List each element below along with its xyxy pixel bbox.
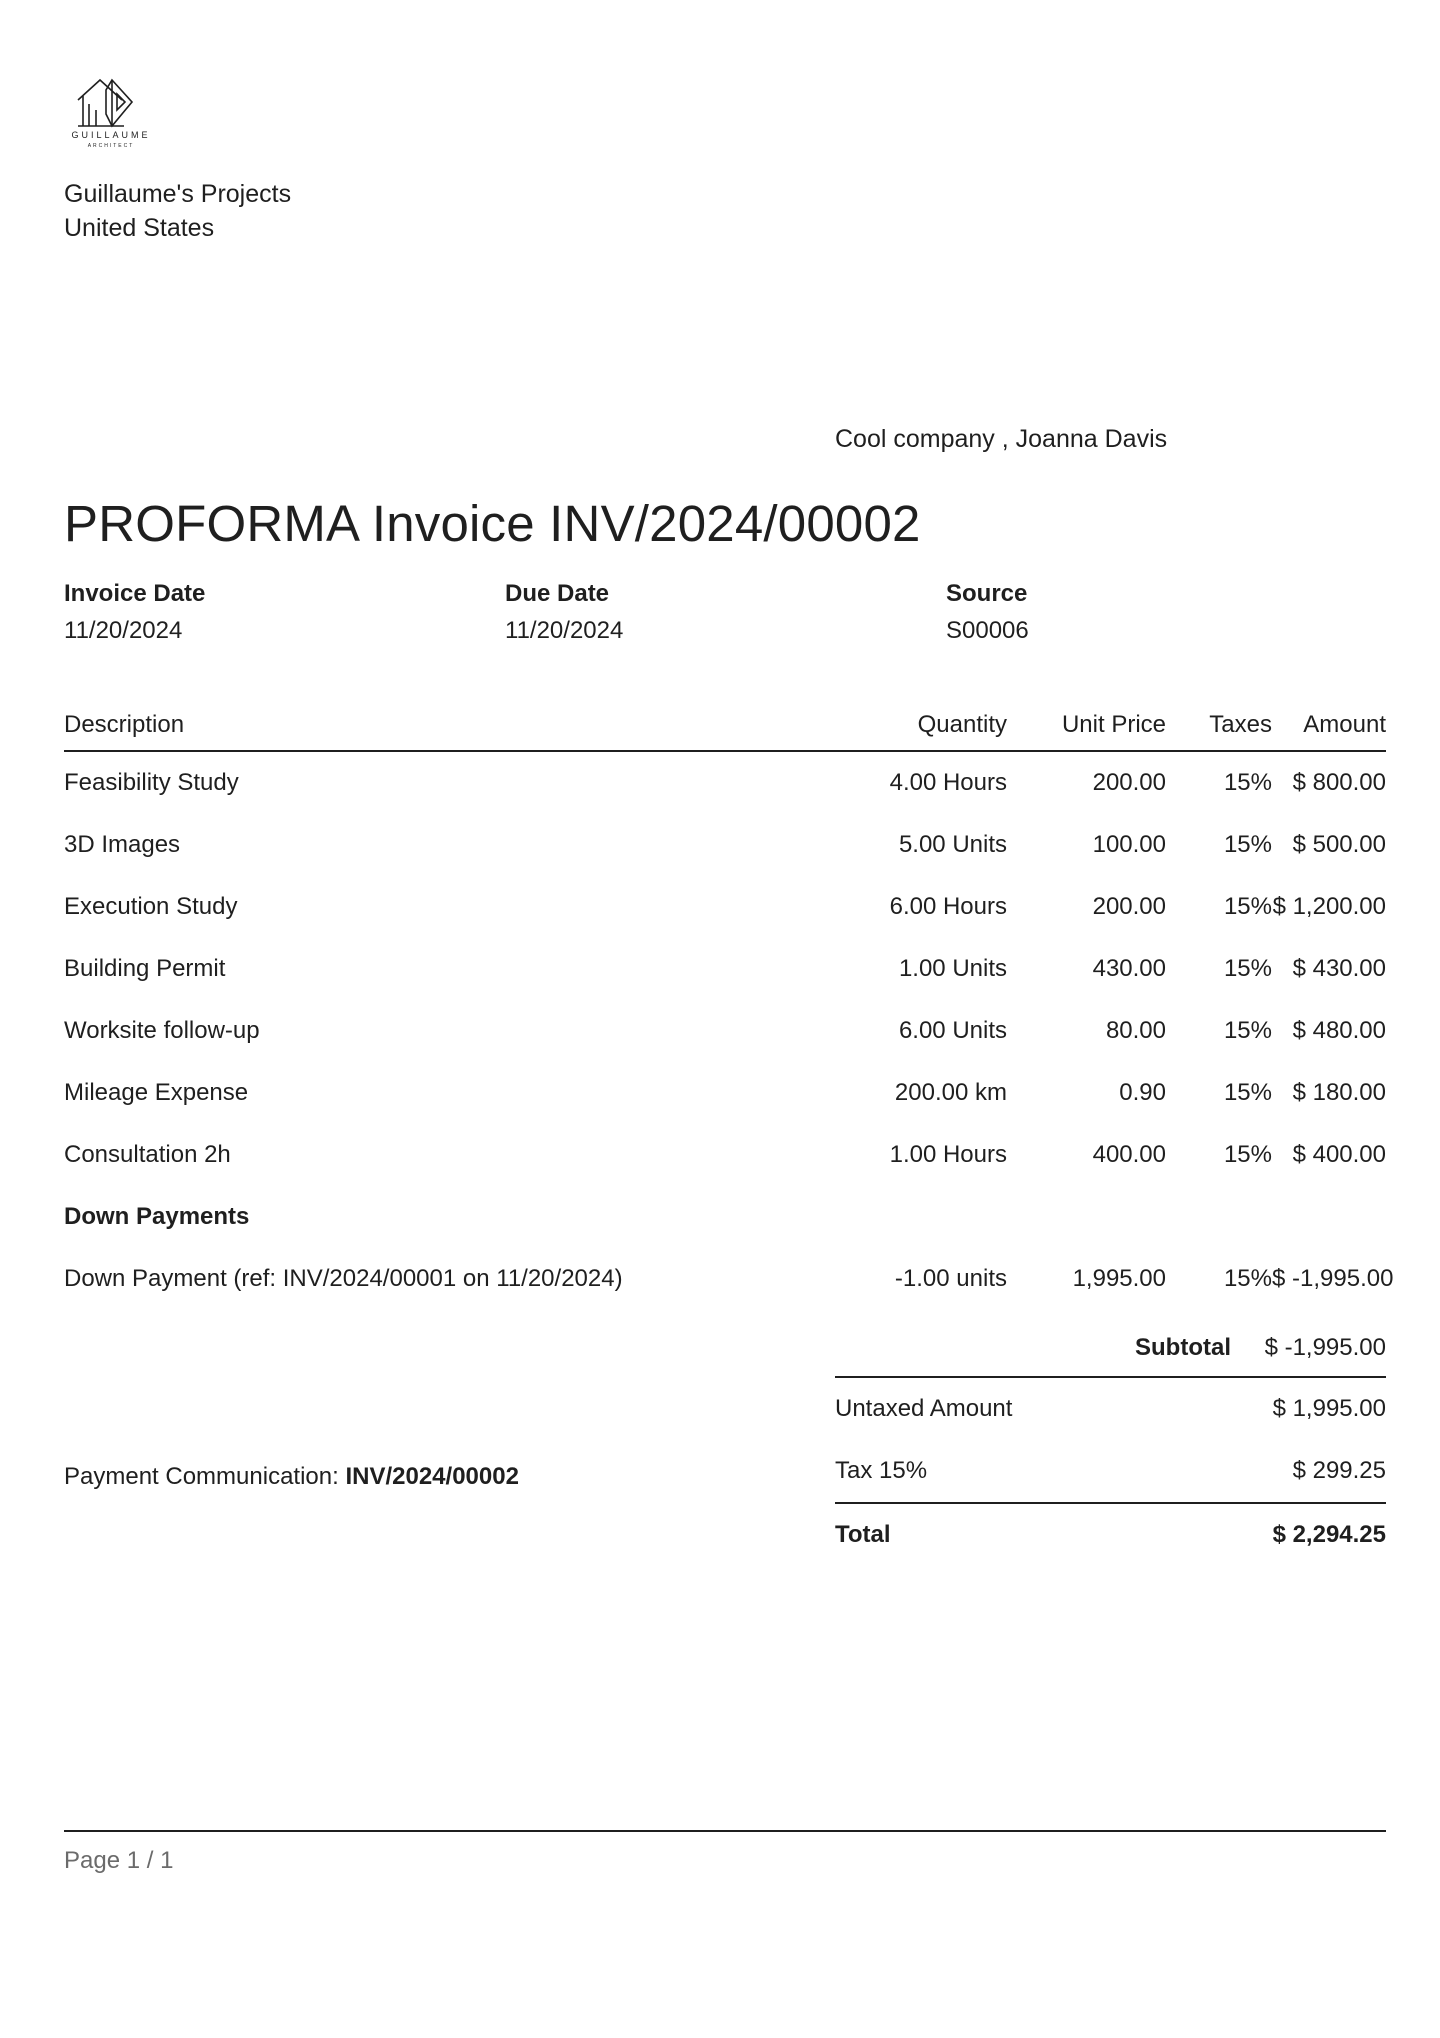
row-quantity: 1.00 Units [898, 955, 1007, 982]
row-taxes: 15% [1223, 1079, 1272, 1106]
row-description: Down Payment (ref: INV/2024/00001 on 11/20/2024) [64, 1265, 623, 1292]
table-row [64, 751, 1386, 814]
row-taxes: 15% [1223, 1265, 1272, 1292]
source-value: S00006 [946, 617, 1029, 644]
logo-subtext: ARCHITECT [87, 143, 135, 149]
row-amount: $ 480.00 [1292, 1017, 1386, 1044]
table-row [64, 938, 1386, 1000]
row-amount: $ 400.00 [1292, 1141, 1386, 1168]
header-amount: Amount [1272, 700, 1386, 751]
section-row [64, 1186, 1386, 1248]
company-country: United States [64, 214, 215, 242]
payment-communication-label: Payment Communication: [64, 1463, 346, 1490]
table-row [64, 1124, 1386, 1186]
header-unit-price: Unit Price [1007, 700, 1166, 751]
header-description: Description [64, 700, 764, 751]
row-taxes: 15% [1223, 1141, 1272, 1168]
company-name: Guillaume's Projects [64, 180, 292, 208]
table-row [64, 1000, 1386, 1062]
row-taxes: 15% [1223, 955, 1272, 982]
company-address [64, 177, 291, 245]
row-description: Mileage Expense [64, 1079, 249, 1106]
row-unit-price: 1,995.00 [1072, 1265, 1166, 1292]
row-quantity: 1.00 Hours [889, 1141, 1007, 1168]
row-unit-price: 80.00 [1105, 1017, 1166, 1044]
header-taxes: Taxes [1166, 700, 1272, 751]
untaxed-value: $ 1,995.00 [1171, 1377, 1386, 1440]
due-date-label: Due Date [505, 580, 610, 607]
table-row [64, 1062, 1386, 1124]
row-amount: $ 500.00 [1292, 831, 1386, 858]
table-row [64, 814, 1386, 876]
source-label: Source [946, 580, 1028, 607]
row-unit-price: 400.00 [1092, 1141, 1166, 1168]
row-amount: $ 1,200.00 [1272, 893, 1386, 920]
row-description: 3D Images [64, 831, 181, 858]
row-quantity: 6.00 Units [898, 1017, 1007, 1044]
total-row [835, 1503, 1386, 1566]
logo-text: GUILLAUME [71, 130, 151, 140]
row-taxes: 15% [1223, 769, 1272, 796]
invoice-date-value: 11/20/2024 [64, 617, 183, 644]
payment-communication [64, 1463, 519, 1491]
row-unit-price: 100.00 [1092, 831, 1166, 858]
customer-name: Cool company , Joanna Davis [835, 425, 1168, 453]
row-unit-price: 200.00 [1092, 893, 1166, 920]
totals-table [835, 1376, 1386, 1566]
row-amount: $ 180.00 [1292, 1079, 1386, 1106]
invoice-date-label: Invoice Date [64, 580, 206, 607]
row-quantity: 6.00 Hours [889, 893, 1007, 920]
table-header-row [64, 700, 1386, 751]
row-description: Execution Study [64, 893, 238, 920]
table-row [64, 1248, 1386, 1310]
invoice-lines-table [64, 700, 1394, 1310]
due-date-value: 11/20/2024 [505, 617, 624, 644]
row-taxes: 15% [1223, 893, 1272, 920]
row-quantity: -1.00 units [894, 1265, 1007, 1292]
header-quantity: Quantity [764, 700, 1007, 751]
row-unit-price: 430.00 [1092, 955, 1166, 982]
row-description: Feasibility Study [64, 769, 239, 796]
payment-reference: INV/2024/00002 [345, 1463, 519, 1490]
row-amount: $ -1,995.00 [1272, 1265, 1394, 1292]
subtotal-value: $ -1,995.00 [1264, 1334, 1386, 1361]
row-unit-price: 0.90 [1119, 1079, 1166, 1106]
total-label: Total [835, 1503, 1171, 1566]
row-description: Building Permit [64, 955, 226, 982]
row-quantity: 4.00 Hours [889, 769, 1007, 796]
tax-row [835, 1440, 1386, 1503]
section-subtotal [835, 1320, 1386, 1376]
untaxed-row [835, 1377, 1386, 1440]
table-row [64, 876, 1386, 938]
row-quantity: 5.00 Units [898, 831, 1007, 858]
tax-label: Tax 15% [835, 1457, 928, 1484]
untaxed-label: Untaxed Amount [835, 1377, 1171, 1440]
row-unit-price: 200.00 [1092, 769, 1166, 796]
row-taxes: 15% [1223, 831, 1272, 858]
row-description: Consultation 2h [64, 1141, 231, 1168]
total-value: $ 2,294.25 [1171, 1503, 1386, 1566]
row-quantity: 200.00 km [894, 1079, 1007, 1106]
row-description: Worksite follow-up [64, 1017, 260, 1044]
row-taxes: 15% [1223, 1017, 1272, 1044]
section-label: Down Payments [64, 1203, 250, 1230]
footer-divider [64, 1830, 1386, 1832]
invoice-title: PROFORMA Invoice INV/2024/00002 [64, 495, 921, 552]
subtotal-label: Subtotal [1135, 1334, 1231, 1361]
tax-value: $ 299.25 [1292, 1457, 1386, 1484]
page-number: Page 1 / 1 [64, 1847, 174, 1874]
company-logo [66, 70, 166, 156]
row-amount: $ 800.00 [1292, 769, 1386, 796]
row-amount: $ 430.00 [1292, 955, 1386, 982]
